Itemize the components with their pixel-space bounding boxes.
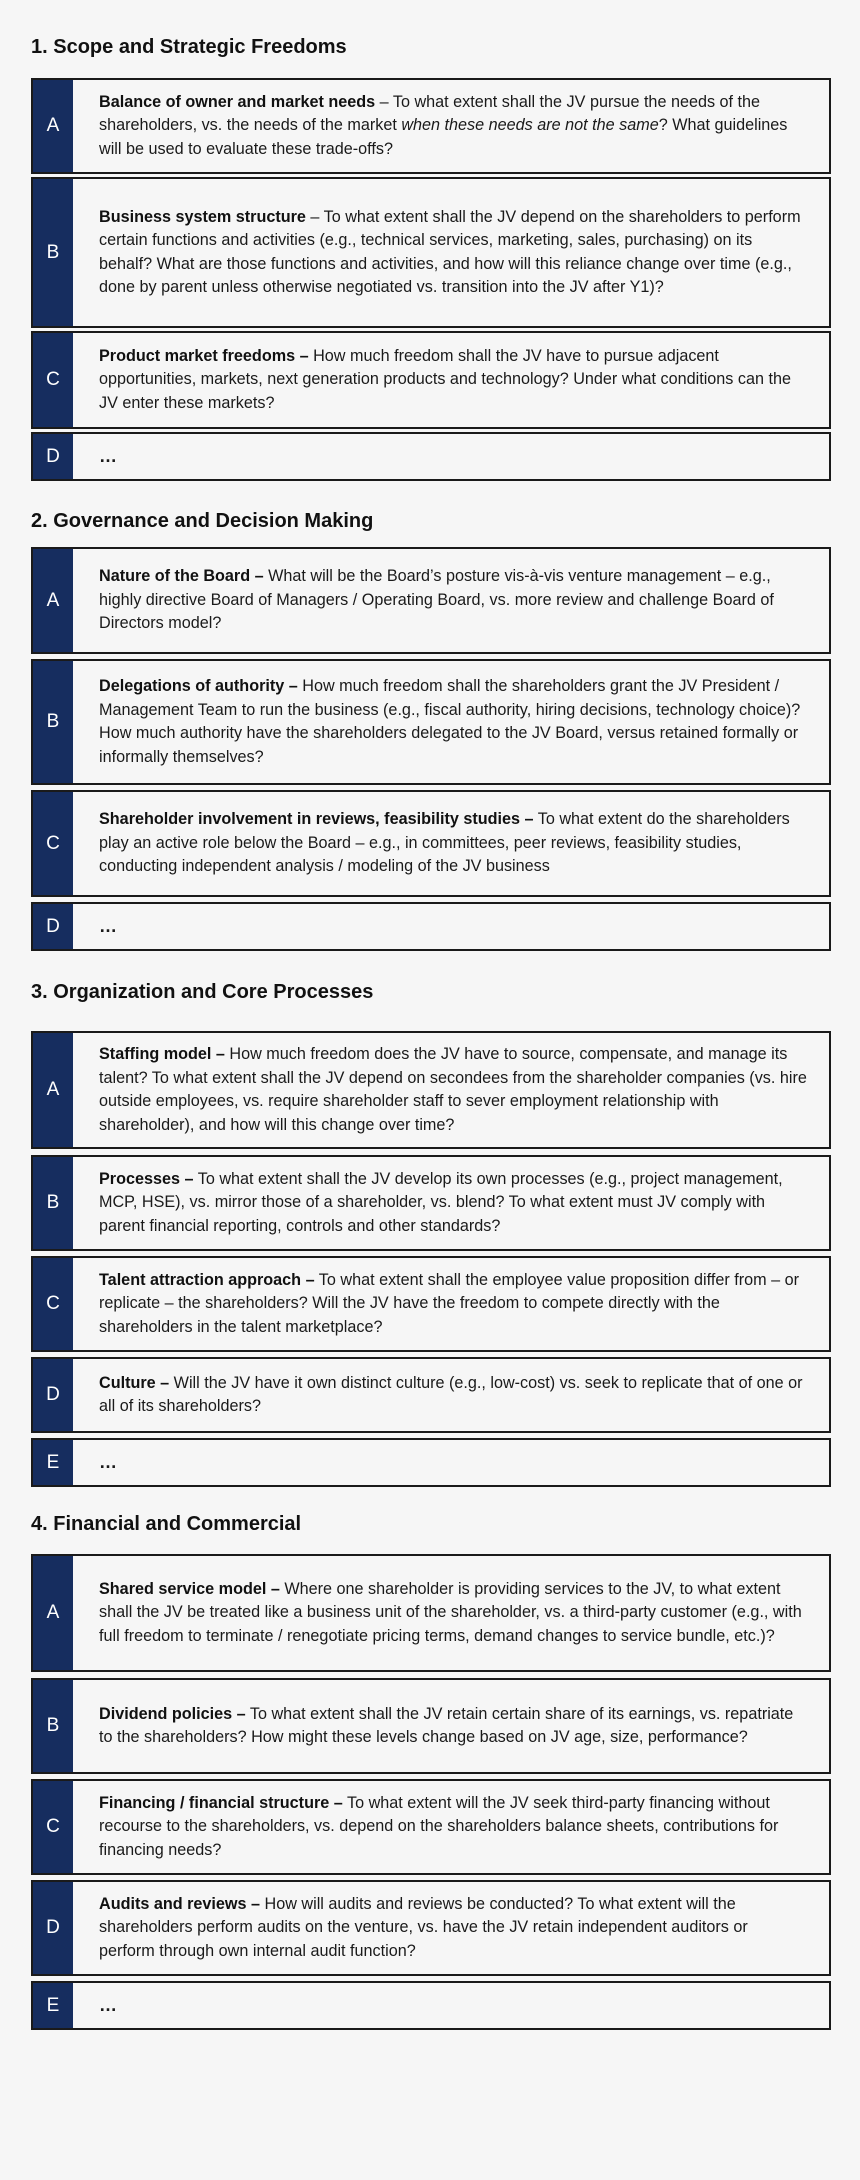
item-letter: A [33, 1033, 73, 1147]
item-content [73, 1258, 829, 1350]
item-lead: Audits and reviews – [99, 1894, 261, 1913]
item-financial-c [31, 1779, 831, 1875]
item-organization-a [31, 1031, 831, 1149]
item-content [73, 179, 829, 326]
item-lead: Product market freedoms – [99, 346, 309, 365]
item-financial-b [31, 1678, 831, 1774]
item-text: – To what extent shall the JV depend on the shareholders to perform certain functions and activities (e.g., technical services, marketing, sales, purchasing) on its behalf? What are those functions and activities, and how will this reliance change over time (e.g., done by parent unless otherwise negotiated vs. transition into the JV after Y1)? [99, 207, 801, 296]
section-title-governance: 2. Governance and Decision Making [31, 510, 374, 532]
item-text: – To what extent shall the JV pursue the needs of the shareholders, vs. the needs of the market [99, 92, 761, 135]
item-text: How will audits and reviews be conducted? To what extent will the shareholders perform audits on the venture, vs. have the JV retain independent auditors or perform through own internal audit function? [99, 1894, 748, 1960]
item-financial-e [31, 1981, 831, 2030]
item-content [73, 904, 829, 949]
item-content [73, 1440, 829, 1485]
item-content [73, 1033, 829, 1147]
item-letter: C [33, 792, 73, 895]
item-lead: Shareholder involvement in reviews, feasibility studies – [99, 810, 534, 829]
item-organization-c [31, 1256, 831, 1352]
item-lead: Culture – [99, 1373, 170, 1392]
item-text: To what extent shall the JV develop its own processes (e.g., project management, MCP, HSE), vs. mirror those of a shareholder, vs. blend? To what extent must JV comply with parent financial reporting, controls and other standards? [99, 1169, 783, 1235]
item-governance-a [31, 547, 831, 654]
item-lead: Staffing model – [99, 1045, 225, 1063]
item-text: To what extent do the shareholders play an active role below the Board – e.g., in committees, peer reviews, feasibility studies, conducting independent analysis / modeling of the JV business [99, 810, 790, 876]
item-emphasis: when these needs are not the same [401, 116, 659, 135]
item-letter: E [33, 1440, 73, 1485]
item-content [73, 1781, 829, 1873]
item-financial-d [31, 1880, 831, 1976]
item-letter: C [33, 1781, 73, 1873]
item-letter: A [33, 80, 73, 172]
item-organization-d [31, 1357, 831, 1433]
item-letter: A [33, 1556, 73, 1670]
item-text: How much freedom shall the shareholders grant the JV President / Management Team to run the business (e.g., fiscal authority, hiring decisions, technology choice)? How much authority have the shareholders delegated to the JV Board, versus retained formally or informally themselves? [99, 677, 801, 766]
item-letter: B [33, 661, 73, 783]
item-lead: Delegations of authority – [99, 677, 298, 695]
item-letter: D [33, 904, 73, 949]
item-content [73, 792, 829, 895]
item-content [73, 434, 829, 479]
item-letter: D [33, 1882, 73, 1974]
item-letter: E [33, 1983, 73, 2028]
item-letter: A [33, 549, 73, 652]
item-scope-d [31, 432, 831, 481]
section-title-scope: 1. Scope and Strategic Freedoms [31, 36, 347, 58]
item-ellipsis: … [99, 1451, 117, 1472]
item-letter: D [33, 434, 73, 479]
item-lead: Business system structure [99, 207, 306, 226]
item-text: How much freedom shall the JV have to pursue adjacent opportunities, markets, next generation products and technology? Under what conditions can the JV enter these markets? [99, 346, 791, 412]
item-lead: Processes – [99, 1169, 194, 1188]
section-title-organization: 3. Organization and Core Processes [31, 981, 374, 1003]
item-content [73, 1556, 829, 1670]
item-letter: C [33, 1258, 73, 1350]
item-content [73, 1359, 829, 1431]
item-scope-a [31, 78, 831, 174]
item-lead: Balance of owner and market needs [99, 92, 376, 111]
item-lead: Dividend policies – [99, 1704, 246, 1723]
item-text: What will be the Board’s posture vis-à-vis venture management – e.g., highly directive Board of Managers / Operating Board, vs. more review and challenge Board of Directors model? [99, 567, 774, 633]
item-lead: Talent attraction approach – [99, 1270, 315, 1289]
item-text: To what extent shall the JV retain certain share of its earnings, vs. repatriate to the shareholders? How might these levels change based on JV age, size, performance? [99, 1704, 794, 1746]
item-scope-c [31, 331, 831, 429]
item-content [73, 1983, 829, 2028]
item-letter: B [33, 1157, 73, 1249]
item-content [73, 1157, 829, 1249]
item-ellipsis: … [99, 1994, 117, 2015]
item-lead: Shared service model – [99, 1579, 280, 1598]
item-governance-d [31, 902, 831, 951]
item-financial-a [31, 1554, 831, 1672]
item-content [73, 1680, 829, 1772]
item-text: Where one shareholder is providing services to the JV, to what extent shall the JV be treated like a business unit of the shareholder, vs. a third-party customer (e.g., with full freedom to terminate / renegotiate pricing terms, demand changes to service bundle, etc.)? [99, 1579, 802, 1645]
item-letter: B [33, 1680, 73, 1772]
section-title-financial: 4. Financial and Commercial [31, 1513, 302, 1535]
item-text: Will the JV have it own distinct culture (e.g., low-cost) vs. seek to replicate that of one or all of its shareholders? [99, 1373, 803, 1415]
item-letter: C [33, 333, 73, 427]
item-organization-e [31, 1438, 831, 1487]
item-scope-b [31, 177, 831, 328]
item-governance-c [31, 790, 831, 897]
item-letter: B [33, 179, 73, 326]
item-lead: Nature of the Board – [99, 567, 264, 586]
item-content [73, 549, 829, 652]
item-letter: D [33, 1359, 73, 1431]
item-text: To what extent shall the employee value proposition differ from – or replicate – the shareholders? Will the JV have the freedom to compete directly with the shareholders in the talent marketplace? [99, 1270, 799, 1336]
item-ellipsis: … [99, 915, 117, 936]
item-content [73, 661, 829, 783]
item-text: How much freedom does the JV have to source, compensate, and manage its talent? To what extent shall the JV depend on secondees from the shareholder companies (vs. hire outside employees, vs. require shareholder staff to sever employment relationship with shareholder), and how will this change over time? [99, 1045, 807, 1134]
item-text-tail: ? What guidelines will be used to evaluate these trade-offs? [99, 116, 788, 158]
item-content [73, 1882, 829, 1974]
item-organization-b [31, 1155, 831, 1251]
item-governance-b [31, 659, 831, 785]
item-text: To what extent will the JV seek third-party financing without recourse to the shareholders, vs. depend on the shareholders balance sheets, contributions for financing needs? [99, 1793, 779, 1859]
item-content [73, 80, 829, 172]
item-lead: Financing / financial structure – [99, 1793, 343, 1812]
item-ellipsis: … [99, 445, 117, 466]
item-content [73, 333, 829, 427]
